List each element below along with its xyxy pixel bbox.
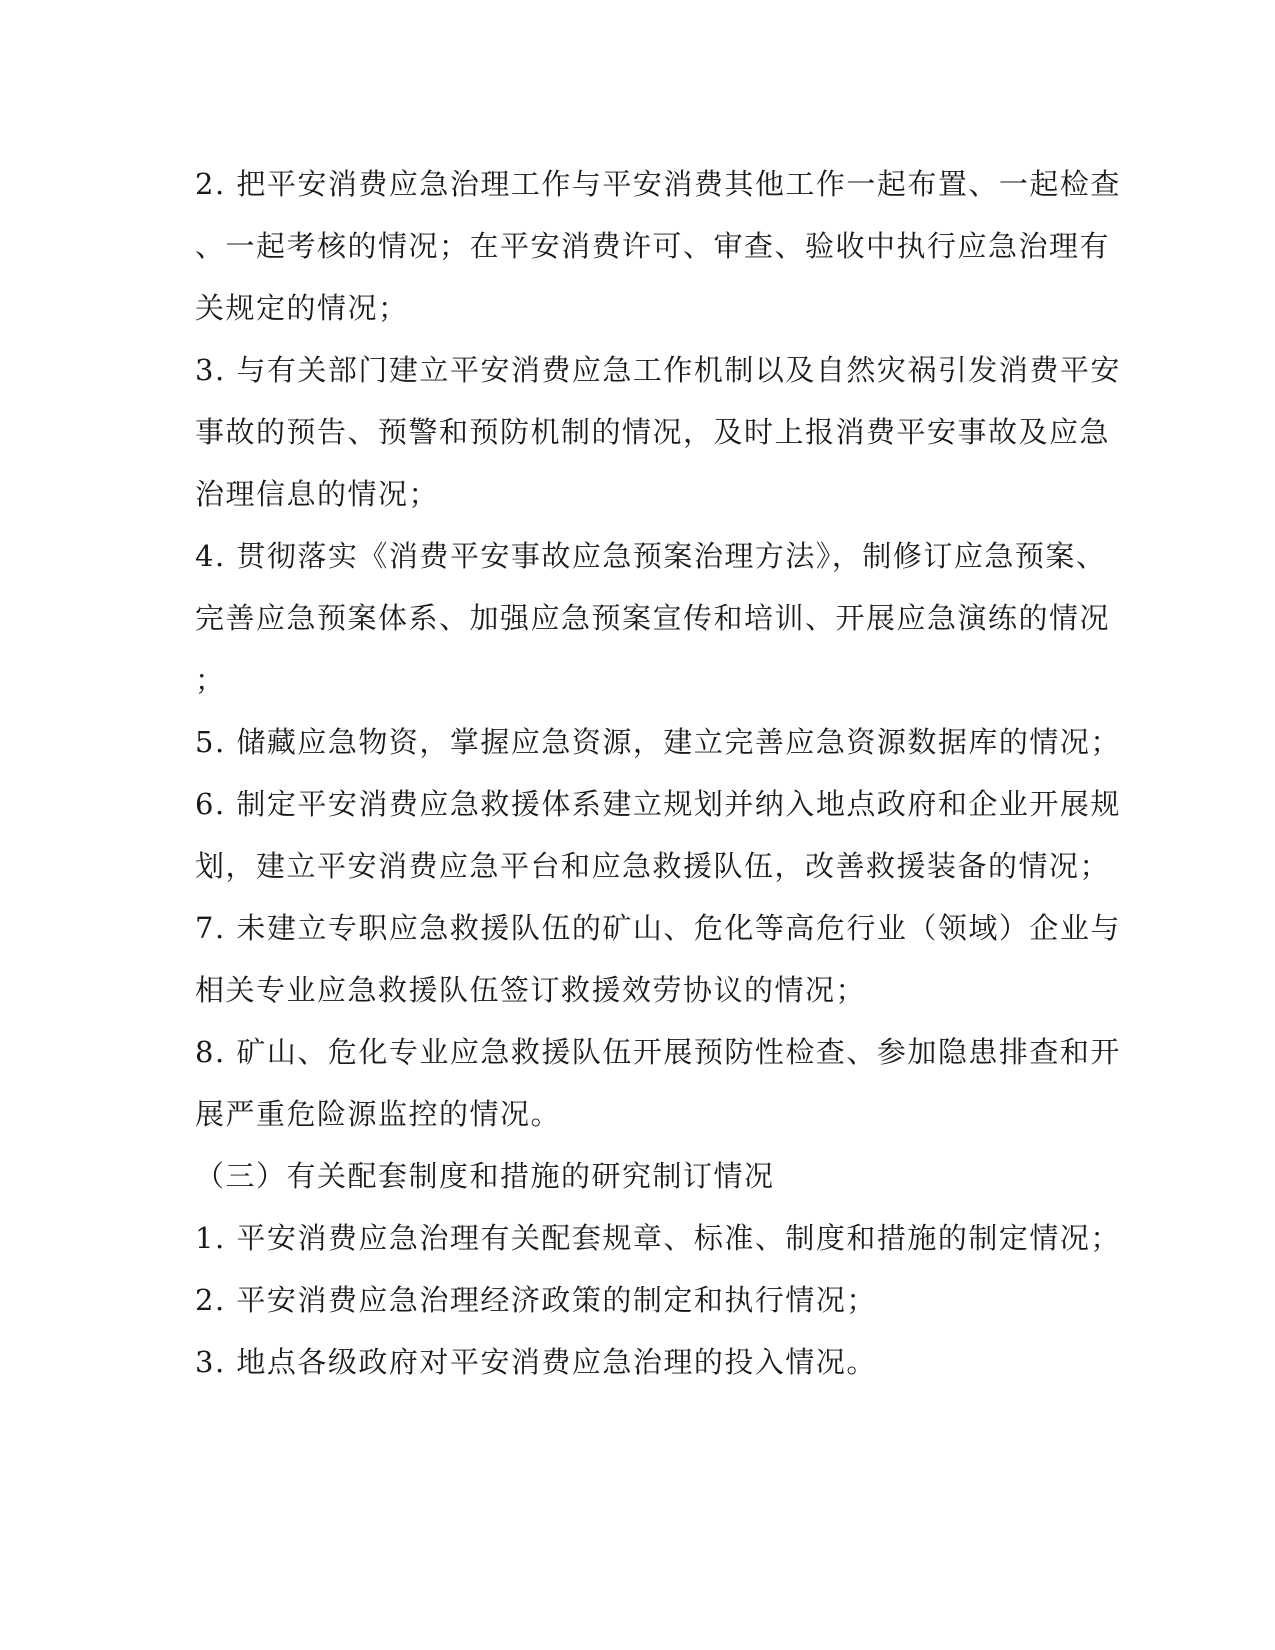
text-line: 2. 把平安消费应急治理工作与平安消费其他工作一起布置、一起检查 — [195, 167, 1121, 201]
text-line: 3. 地点各级政府对平安消费应急治理的投入情况。 — [195, 1345, 877, 1379]
text-line: 事故的预告、预警和预防机制的情况，及时上报消费平安事故及应急 — [195, 415, 1111, 449]
text-line: 5. 储藏应急物资，掌握应急资源，建立完善应急资源数据库的情况； — [195, 725, 1121, 759]
text-line: 治理信息的情况； — [195, 477, 440, 511]
text-line: 展严重危险源监控的情况。 — [195, 1097, 562, 1131]
text-line: 6. 制定平安消费应急救援体系建立规划并纳入地点政府和企业开展规 — [195, 787, 1121, 821]
text-line: 3. 与有关部门建立平安消费应急工作机制以及自然灾祸引发消费平安 — [195, 353, 1121, 387]
text-line: 、一起考核的情况；在平安消费许可、审查、验收中执行应急治理有 — [195, 229, 1111, 263]
text-line: 8. 矿山、危化专业应急救援队伍开展预防性检查、参加隐患排查和开 — [195, 1035, 1121, 1069]
text-line: 2. 平安消费应急治理经济政策的制定和执行情况； — [195, 1283, 877, 1317]
section-heading: （三）有关配套制度和措施的研究制订情况 — [195, 1159, 775, 1193]
text-line: 完善应急预案体系、加强应急预案宣传和培训、开展应急演练的情况 — [195, 601, 1111, 635]
text-line: 关规定的情况； — [195, 291, 409, 325]
text-line: 划，建立平安消费应急平台和应急救援队伍，改善救援装备的情况； — [195, 849, 1111, 883]
text-line: ； — [195, 663, 226, 697]
text-line: 7. 未建立专职应急救援队伍的矿山、危化等高危行业（领域）企业与 — [195, 911, 1121, 945]
text-line: 1. 平安消费应急治理有关配套规章、标准、制度和措施的制定情况； — [195, 1221, 1121, 1255]
text-line: 4. 贯彻落实《消费平安事故应急预案治理方法》，制修订应急预案、 — [195, 539, 1107, 573]
text-line: 相关专业应急救援队伍签订救援效劳协议的情况； — [195, 973, 867, 1007]
